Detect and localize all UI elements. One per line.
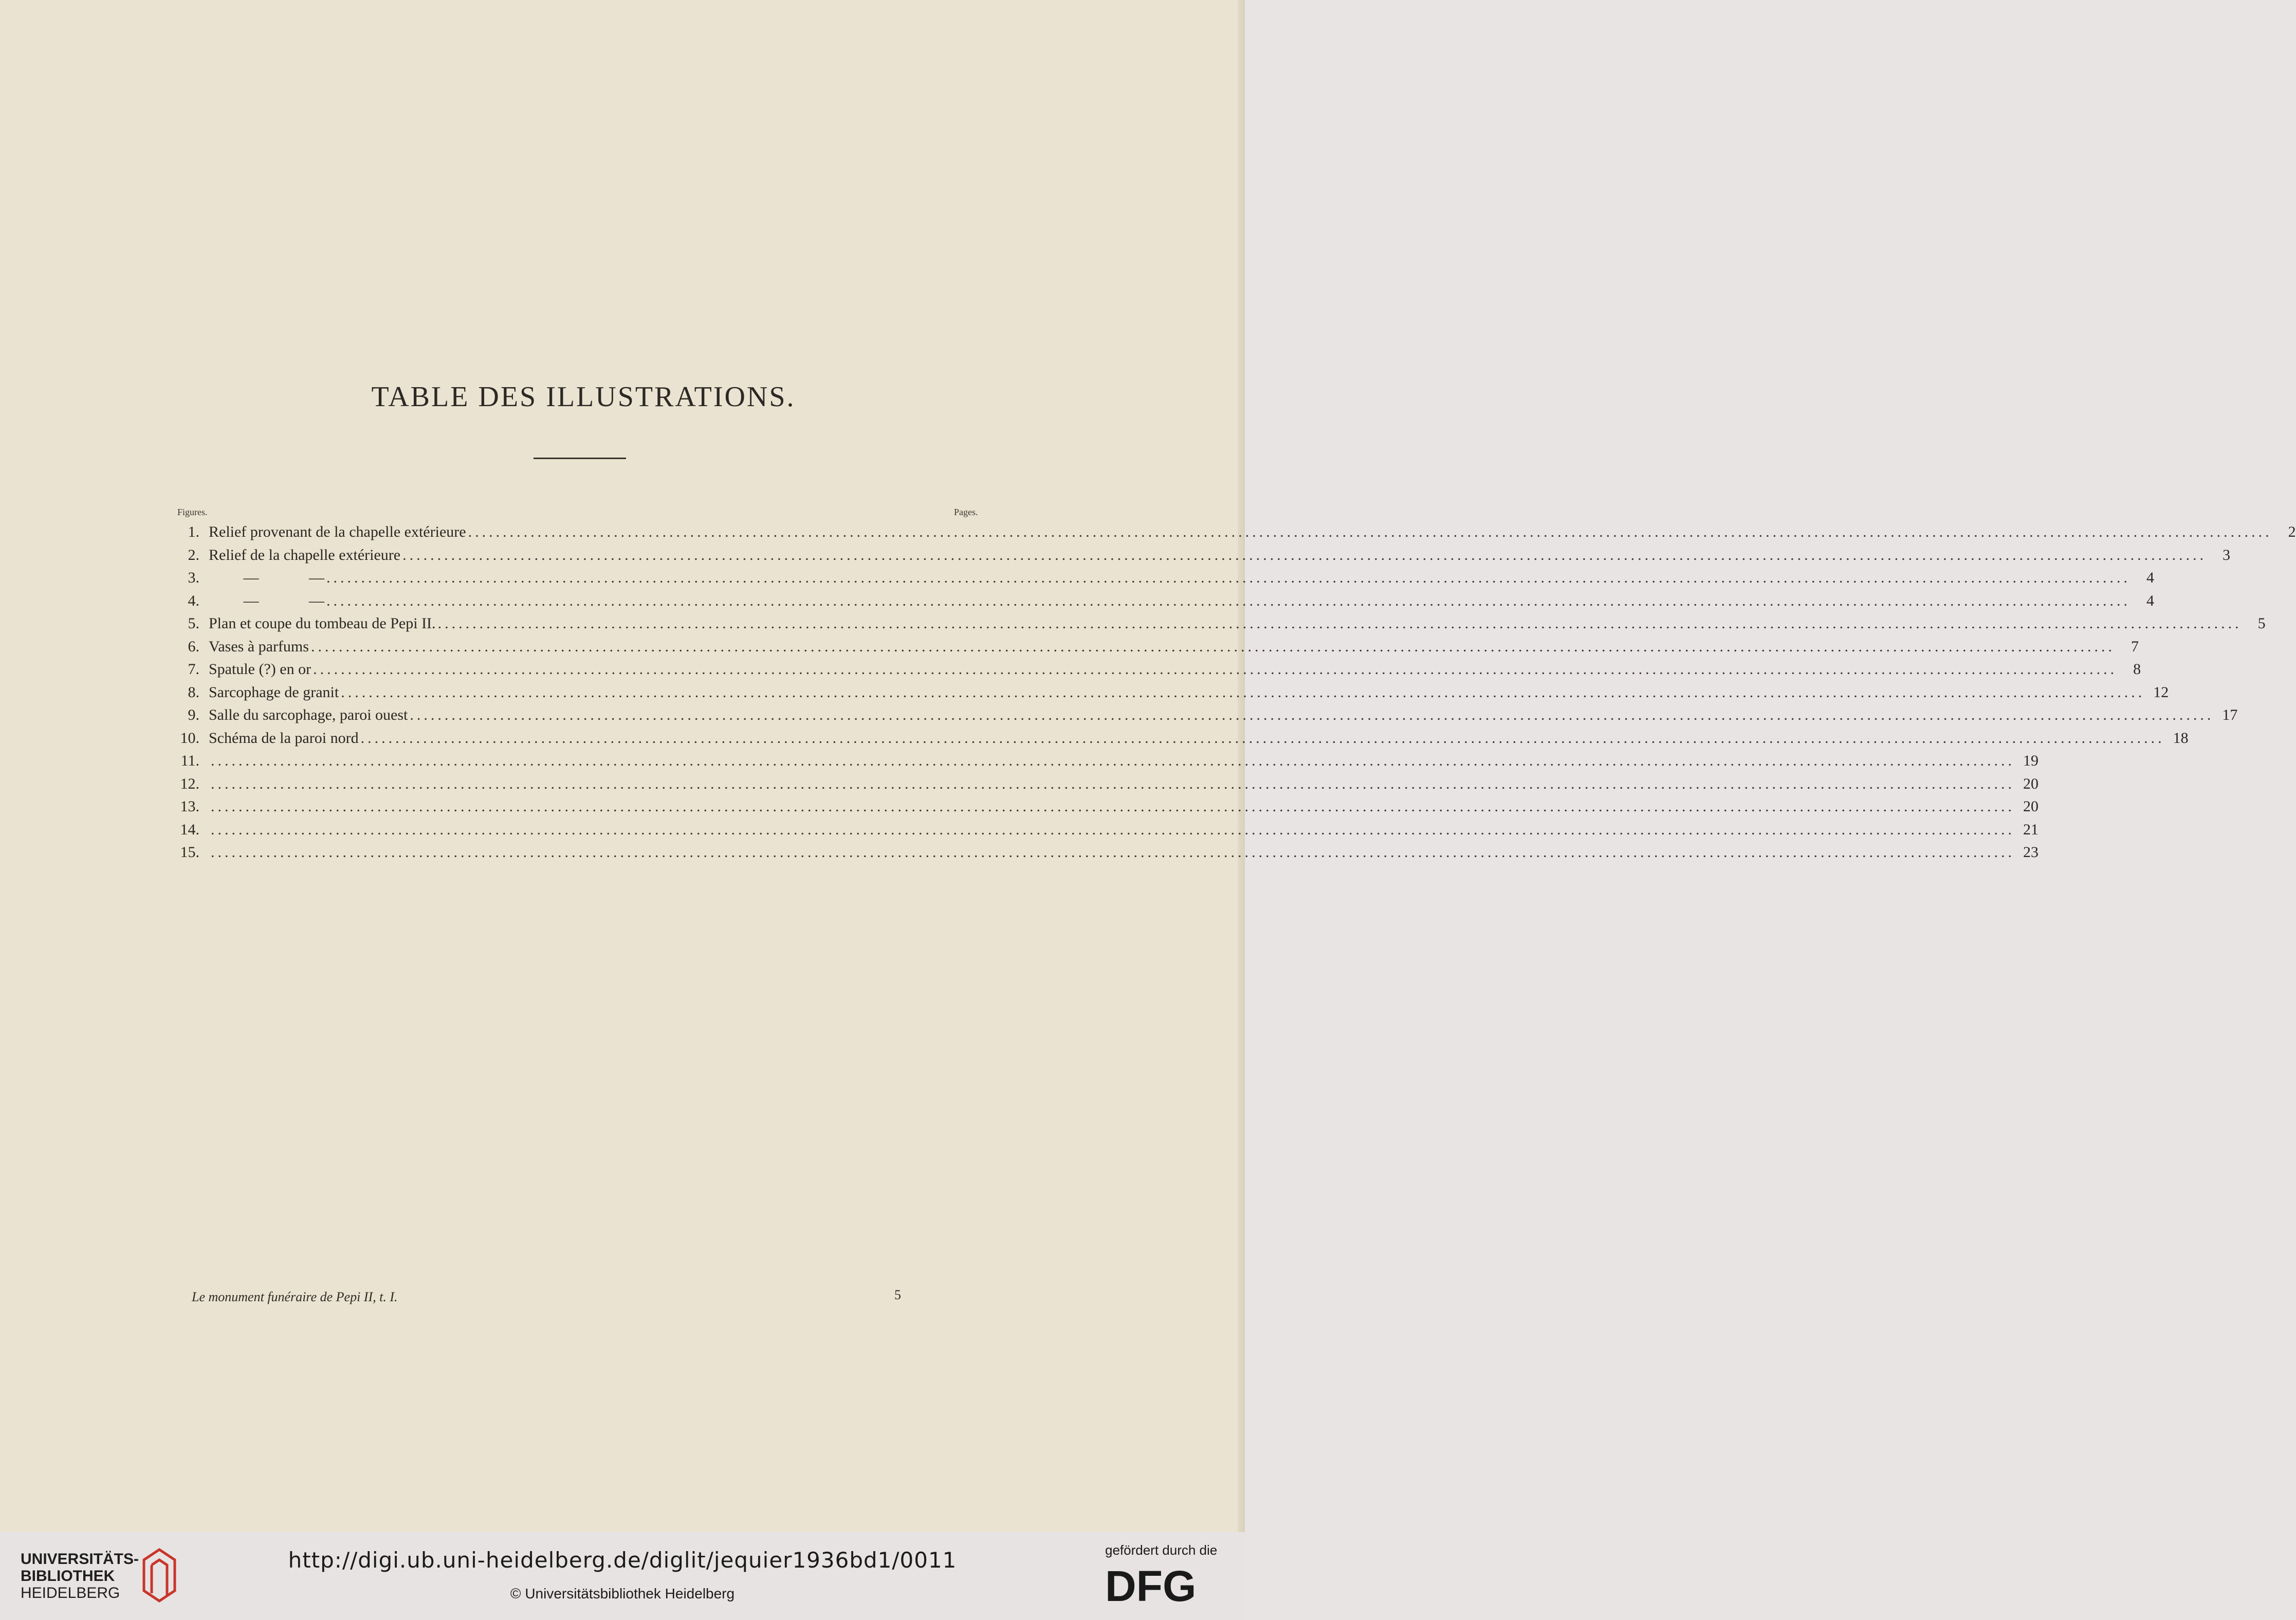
page-reference: 20	[2023, 775, 2038, 792]
dot-leader: ....................................................................................................................................................................................................................................................................	[341, 683, 2145, 701]
toc-row	[170, 612, 2266, 635]
toc-row	[170, 795, 2038, 818]
toc-row	[170, 658, 2141, 681]
illustrations-list	[170, 521, 2296, 864]
dfg-logo-text: DFG	[1105, 1562, 1197, 1610]
dot-leader: ....................................................................................................................................................................................................................................................................	[313, 661, 2118, 678]
dot-leader: ....................................................................................................................................................................................................................................................................	[360, 729, 2165, 747]
toc-row	[170, 681, 2169, 704]
dot-leader: ....................................................................................................................................................................................................................................................................	[211, 752, 2015, 769]
page-reference: 17	[2222, 706, 2238, 723]
footer-book-title: Le monument funéraire de Pepi II, t. I.	[192, 1289, 398, 1304]
dot-leader: ....................................................................................................................................................................................................................................................................	[310, 638, 2115, 655]
page-reference: 12	[2153, 683, 2169, 701]
page-reference: 20	[2023, 798, 2038, 815]
dot-leader: ....................................................................................................................................................................................................................................................................	[326, 592, 2130, 609]
pages-column-header: Pages.	[954, 507, 978, 517]
dot-leader: ....................................................................................................................................................................................................................................................................	[437, 615, 2242, 632]
figure-number: 7.	[188, 661, 199, 678]
figure-number: 10.	[180, 729, 199, 747]
toc-row	[170, 750, 2038, 773]
figure-number: 1.	[188, 523, 199, 540]
toc-row	[170, 567, 2154, 590]
figure-number: 2.	[188, 546, 199, 563]
dot-leader: ....................................................................................................................................................................................................................................................................	[211, 775, 2015, 792]
figure-caption: Relief provenant de la chapelle extérieure	[209, 523, 466, 540]
page-reference: 4	[2146, 592, 2154, 609]
figure-caption: Relief de la chapelle extérieure	[209, 546, 401, 563]
toc-row	[170, 818, 2038, 842]
library-name-line3: HEIDELBERG	[21, 1585, 120, 1601]
page-reference: 21	[2023, 821, 2038, 838]
figure-caption: Sarcophage de granit	[209, 683, 339, 701]
figure-number: 9.	[188, 706, 199, 723]
toc-row	[170, 590, 2154, 613]
dot-leader: ....................................................................................................................................................................................................................................................................	[211, 798, 2015, 815]
page-reference: 5	[2257, 615, 2266, 632]
dot-leader: ....................................................................................................................................................................................................................................................................	[326, 569, 2130, 586]
figure-caption: — —	[209, 569, 324, 586]
figure-number: 14.	[180, 821, 199, 838]
figure-number: 15.	[180, 844, 199, 861]
dot-leader: ....................................................................................................................................................................................................................................................................	[402, 546, 2207, 563]
figure-caption: Salle du sarcophage, paroi ouest	[209, 706, 408, 723]
dot-leader: ....................................................................................................................................................................................................................................................................	[410, 706, 2214, 723]
title-rule	[534, 458, 626, 459]
toc-row	[170, 727, 2189, 750]
page-reference: 2	[2288, 523, 2296, 540]
figure-number: 12.	[180, 775, 199, 792]
page-reference: 8	[2133, 661, 2141, 678]
copyright-notice: © Universitätsbibliothek Heidelberg	[510, 1586, 735, 1601]
library-name-line2: BIBLIOTHEK	[21, 1568, 115, 1585]
footer-page-number: 5	[894, 1287, 901, 1302]
figure-caption: Vases à parfums	[209, 638, 309, 655]
dot-leader: ....................................................................................................................................................................................................................................................................	[211, 844, 2015, 861]
viewer-footer-bar	[0, 1532, 1245, 1620]
page-reference: 19	[2023, 752, 2038, 769]
page-reference: 3	[2222, 546, 2231, 563]
figure-caption: Spatule (?) en or	[209, 661, 311, 678]
page-reference: 23	[2023, 844, 2038, 861]
figure-number: 4.	[188, 592, 199, 609]
figure-number: 5.	[188, 615, 199, 632]
page-title: TABLE DES ILLUSTRATIONS.	[371, 381, 796, 413]
dfg-logo[interactable]	[1105, 1562, 1228, 1610]
toc-row	[170, 704, 2238, 727]
figure-number: 8.	[188, 683, 199, 701]
page-reference: 7	[2130, 638, 2139, 655]
dot-leader: ....................................................................................................................................................................................................................................................................	[468, 523, 2272, 540]
figure-caption: Schéma de la paroi nord	[209, 729, 359, 747]
toc-row	[170, 544, 2231, 567]
figure-number: 11.	[180, 752, 199, 769]
page-reference: 4	[2146, 569, 2154, 586]
page-reference: 18	[2173, 729, 2189, 747]
dot-leader: ....................................................................................................................................................................................................................................................................	[211, 821, 2015, 838]
figure-number: 3.	[188, 569, 199, 586]
figure-number: 13.	[180, 798, 199, 815]
figure-number: 6.	[188, 638, 199, 655]
figure-caption: Plan et coupe du tombeau de Pepi II.	[209, 615, 436, 632]
figure-caption: — —	[209, 592, 324, 609]
figures-column-header: Figures.	[177, 507, 208, 517]
funded-by-label: gefördert durch die	[1105, 1542, 1218, 1558]
toc-row	[170, 635, 2139, 659]
library-name-line1: UNIVERSITÄTS-	[21, 1551, 139, 1568]
toc-row	[170, 841, 2038, 864]
toc-row	[170, 521, 2296, 544]
permalink-url[interactable]: http://digi.ub.uni-heidelberg.de/diglit/jequier1936bd1/0011	[288, 1548, 957, 1573]
toc-row	[170, 773, 2038, 796]
